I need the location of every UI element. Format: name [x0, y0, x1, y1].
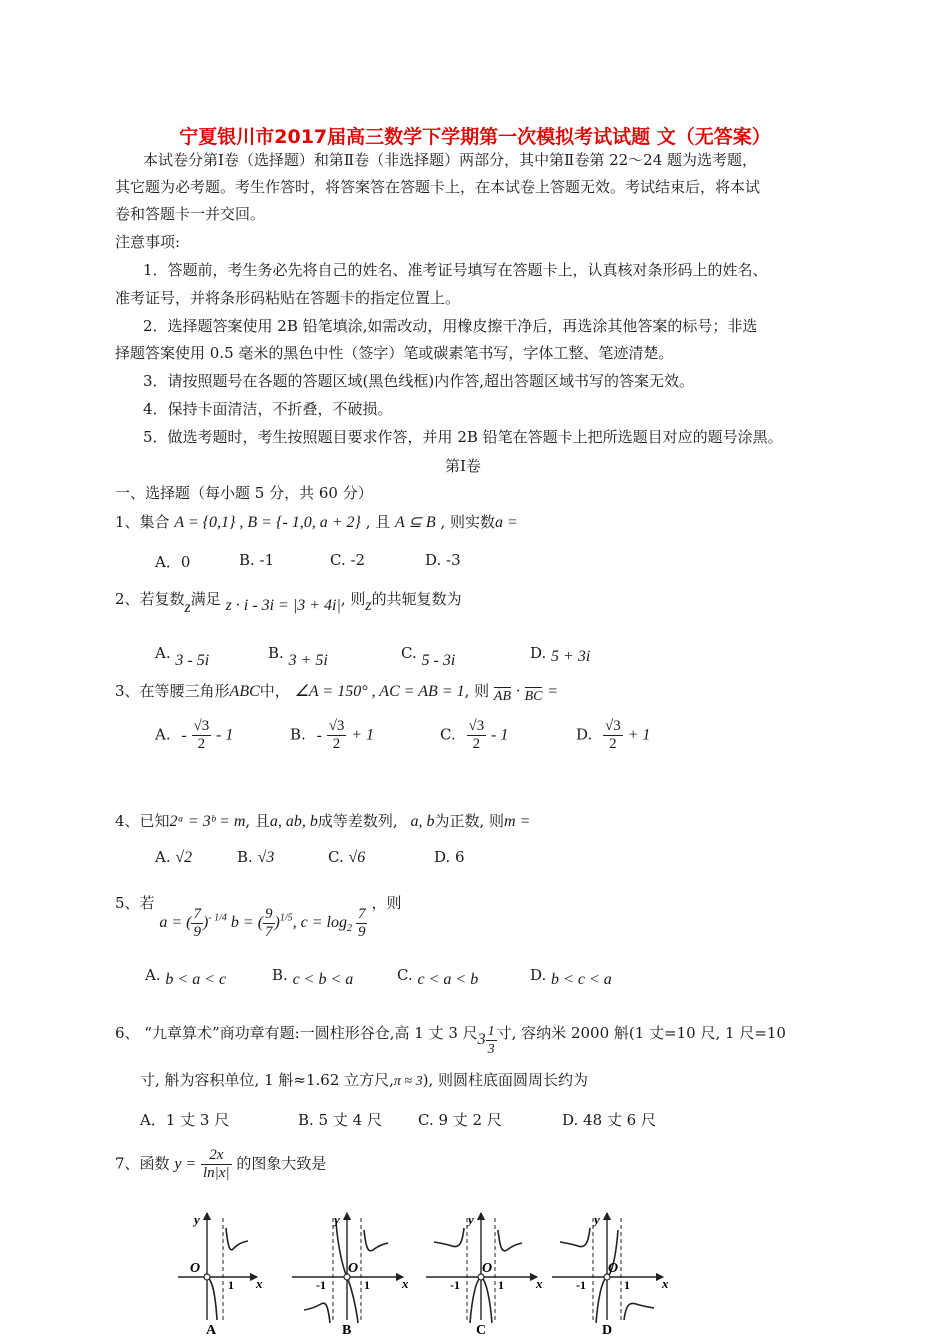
axis-y-label: y — [468, 1212, 474, 1227]
q1-option-a[interactable]: A．0 — [155, 553, 191, 571]
curve — [434, 1228, 464, 1247]
q2-b-value: 3 + 5i — [288, 652, 328, 669]
q4-c-label: C. — [328, 848, 344, 866]
q4-d-value: 6 — [455, 848, 465, 866]
curve — [347, 1277, 358, 1323]
q2-d-label: D. — [530, 644, 547, 662]
graph-label-c: C — [476, 1323, 487, 1338]
q3-vector-ab: AB — [493, 689, 512, 704]
origin-label: O — [608, 1261, 619, 1276]
axis-x-label: x — [256, 1276, 263, 1291]
q2-stem-d: 的共轭复数为 — [371, 590, 462, 608]
q7-graph-b[interactable] — [288, 1208, 413, 1338]
q1-stem-b: , 且 — [365, 513, 391, 531]
tick-1: 1 — [624, 1278, 630, 1292]
tick-neg-1: -1 — [450, 1278, 460, 1292]
intro-line-2: 其它题为必考题。考生作答时，将答案答在答题卡上，在本试卷上答题无效。考试结束后，将本试 — [115, 178, 761, 196]
q6-option-a[interactable]: A．1 丈 3 尺 — [140, 1111, 230, 1129]
q5-option-a[interactable] — [145, 966, 227, 988]
q4-d-label: D. — [434, 848, 451, 866]
q3-stem-a: 3、在等腰三角形 — [115, 682, 230, 700]
q2-b-label: B. — [268, 644, 284, 662]
q1-option-d[interactable]: D. -3 — [425, 551, 461, 569]
q5-b-label: B. — [272, 966, 288, 984]
q2-option-c[interactable] — [401, 644, 456, 669]
q3-a-fraction: $\frac{√3}{2}$ — [193, 718, 210, 752]
graph-label-d: D — [602, 1323, 613, 1338]
part-title: 第Ⅰ卷 — [445, 457, 481, 475]
q5-expr-b: b = ( $\frac{9}{7}$ )$^{1/5}$, — [230, 906, 301, 940]
note-1a: 1．答题前，考生务必先将自己的姓名、准考证号填写在答题卡上，认真核对条形码上的姓名、 — [143, 261, 768, 279]
q4-a-label: A. — [155, 848, 171, 866]
curve — [498, 1230, 522, 1251]
intro-line-1: 本试卷分第Ⅰ卷（选择题）和第Ⅱ卷（非选择题）两部分，其中第Ⅱ卷第 22～24 题为选考题， — [143, 151, 758, 169]
curve — [226, 1228, 248, 1250]
question-5-stem — [115, 892, 402, 940]
note-2b: 择题答案使用 0.5 毫米的黑色中性（签字）笔或碳素笔书写，字体工整、笔迹清楚。 — [115, 344, 674, 362]
q2-c-label: C. — [401, 644, 417, 662]
q3-equals: = — [547, 683, 559, 700]
q5-option-b[interactable] — [272, 966, 354, 988]
q3-a-label: A. — [155, 725, 171, 744]
note-1b: 准考证号，并将条形码粘贴在答题卡的指定位置上。 — [115, 289, 461, 307]
q6-option-b[interactable]: B. 5 丈 4 尺 — [298, 1111, 382, 1129]
tick-1: 1 — [228, 1278, 234, 1292]
q4-option-a[interactable] — [155, 848, 192, 867]
q1-stem-a: 1、集合 — [115, 513, 170, 531]
notes-heading: 注意事项: — [115, 233, 181, 251]
q4-var: m = — [504, 813, 531, 830]
axis-y-label: y — [334, 1212, 340, 1227]
q4-b-label: B. — [237, 848, 253, 866]
tick-1: 1 — [498, 1278, 504, 1292]
question-2-stem — [115, 590, 462, 616]
q3-abc: ABC — [229, 683, 260, 700]
q2-stem-b: 满足 — [190, 590, 221, 608]
q4-ab: a, b — [410, 813, 435, 830]
q6-option-c[interactable]: C. 9 丈 2 尺 — [418, 1111, 502, 1129]
q1-expr: A = {0,1} , B = {- 1,0, a + 2} — [174, 514, 361, 531]
q5-c-label: C. — [397, 966, 413, 984]
q4-stem-b: , 且 — [245, 812, 270, 830]
q3-stem-c: , 则 — [464, 682, 490, 700]
tick-neg-1: -1 — [316, 1278, 326, 1292]
q3-a-sign: - — [181, 726, 187, 744]
q5-c-value: c < a < b — [417, 971, 479, 988]
q3-dot: · — [515, 683, 520, 700]
intro-line-3: 卷和答题卡一并交回。 — [115, 205, 266, 223]
q3-b-sign: - — [316, 726, 322, 744]
graph-label-b: B — [342, 1323, 352, 1338]
q2-option-d[interactable] — [530, 644, 590, 663]
q4-stem-c: 成等差数列, — [317, 812, 398, 830]
q2-stem-a: 2、若复数 — [115, 590, 185, 608]
q7-fraction: $\frac{2x}{\ln|x|}$ — [203, 1147, 230, 1181]
q3-a-tail: - 1 — [216, 726, 234, 744]
note-5: 5．做选考题时，考生按照题目要求作答，并用 2B 铅笔在答题卡上把所选题目对应的题号涂黑。 — [143, 428, 783, 446]
q6-line-1a: 6、 “九章算术”商功章有题:一圆柱形谷仓,高 1 丈 3 尺 — [115, 1024, 478, 1043]
question-6-line-2 — [140, 1072, 588, 1090]
q2-stem-c: , 则 — [340, 590, 366, 608]
q1-stem-c: , 则实数 — [440, 513, 496, 531]
q3-option-a[interactable] — [155, 718, 233, 753]
tick-1: 1 — [364, 1278, 370, 1292]
curve — [336, 1222, 347, 1277]
curve — [624, 1303, 654, 1320]
axis-x-label: x — [662, 1276, 669, 1291]
question-7-stem — [115, 1147, 326, 1182]
q3-option-d[interactable] — [576, 718, 650, 753]
q2-expr: z · i - 3i = |3 + 4i| — [225, 597, 341, 614]
tick-neg-1: -1 — [576, 1278, 586, 1292]
question-3-stem — [115, 682, 559, 704]
q2-option-b[interactable] — [268, 644, 328, 669]
q3-b-label: B. — [290, 725, 306, 744]
q2-d-value: 5 + 3i — [551, 648, 591, 665]
curve — [207, 1277, 217, 1320]
q4-seq: a, ab, b — [269, 813, 318, 830]
q4-option-c[interactable] — [328, 848, 365, 867]
q3-option-c[interactable] — [440, 718, 508, 753]
q4-b-value: √3 — [257, 849, 275, 866]
q4-option-b[interactable] — [237, 848, 274, 867]
axis-y-label: y — [594, 1212, 600, 1227]
axis-x-label: x — [536, 1276, 543, 1291]
q3-expr: ∠A = 150° , AC = AB = 1 — [294, 683, 465, 700]
q5-d-label: D. — [530, 966, 547, 984]
q3-d-tail: + 1 — [627, 726, 651, 744]
q6-line-2b: ), 则圆柱底面圆周长约为 — [422, 1071, 588, 1089]
q3-d-label: D. — [576, 725, 593, 744]
q5-expr-c: $c = \log_2$ $\frac{7}{9}$ — [300, 906, 366, 940]
q3-vector-bc: BC — [524, 689, 543, 704]
question-1-stem — [115, 514, 518, 531]
q2-c-value: 5 - 3i — [421, 652, 456, 669]
q2-z-2: z — [365, 597, 372, 614]
q3-c-label: C. — [440, 725, 456, 744]
q4-expr: 2ᵃ = 3ᵇ = m — [169, 813, 246, 830]
q5-d-value: b < c < a — [551, 971, 612, 988]
q7-stem-b: 的图象大致是 — [236, 1154, 327, 1173]
q3-option-b[interactable] — [290, 718, 374, 753]
graph-label-a: A — [206, 1323, 217, 1338]
note-3: 3．请按照题号在各题的答题区域(黑色线框)内作答,超出答题区域书写的答案无效。 — [143, 372, 695, 390]
q3-stem-b: 中， — [259, 682, 290, 700]
curve — [560, 1228, 590, 1247]
question-4-stem — [115, 813, 530, 830]
q7-graph-c[interactable] — [422, 1208, 547, 1338]
q4-option-d[interactable] — [434, 848, 465, 866]
q4-c-value: √6 — [348, 849, 366, 866]
q2-option-a[interactable] — [155, 644, 210, 669]
q4-stem-a: 4、已知 — [115, 812, 170, 830]
q4-stem-d: 为正数, 则 — [434, 812, 505, 830]
q3-c-tail: - 1 — [491, 726, 509, 744]
q6-pi: π ≈ 3 — [393, 1074, 423, 1089]
q1-subset: A ⊆ B — [395, 514, 436, 531]
q5-stem-a: 5、若 — [115, 894, 155, 912]
question-6-line-1 — [115, 1017, 786, 1057]
q2-a-value: 3 - 5i — [175, 652, 210, 669]
axis-x-label: x — [402, 1276, 409, 1291]
q5-stem-b: ，则 — [371, 894, 402, 912]
q7-graph-a[interactable] — [172, 1208, 272, 1338]
q7-stem-a: 7、函数 — [115, 1154, 170, 1173]
q5-a-label: A. — [145, 966, 161, 984]
q4-a-value: √2 — [175, 849, 193, 866]
q3-b-tail: + 1 — [351, 726, 374, 744]
q3-b-fraction: $\frac{√3}{2}$ — [328, 718, 345, 752]
q6-line-1b: 寸, 容纳米 2000 斛(1 丈=10 尺, 1 尺=10 — [496, 1024, 786, 1043]
section-heading: 一、选择题（每小题 5 分，共 60 分） — [115, 484, 373, 502]
note-4: 4．保持卡面清洁，不折叠，不破损。 — [143, 400, 393, 418]
origin-label: O — [482, 1261, 493, 1276]
q6-mixed-number: 3 $\frac{1}{3}$ — [477, 1024, 495, 1057]
q1-option-b[interactable]: B. -1 — [239, 551, 275, 569]
q7-y: y = — [174, 1155, 197, 1173]
q5-option-d[interactable] — [530, 966, 612, 988]
q2-a-label: A. — [155, 644, 171, 662]
q7-graph-d[interactable] — [548, 1208, 673, 1338]
q5-b-value: c < b < a — [292, 971, 354, 988]
axis-y-label: y — [194, 1212, 200, 1227]
q5-a-value: b < a < c — [165, 971, 227, 988]
curve — [304, 1303, 330, 1323]
q6-option-d[interactable]: D. 48 丈 6 尺 — [562, 1111, 656, 1129]
q2-z: z — [184, 599, 191, 616]
q1-var: a = — [495, 514, 518, 531]
q3-c-fraction: $\frac{√3}{2}$ — [468, 718, 485, 752]
curve — [364, 1230, 388, 1251]
origin-label: O — [348, 1261, 359, 1276]
q6-line-2a: 寸, 斛为容积单位, 1 斛≈1.62 立方尺, — [140, 1071, 394, 1089]
q3-d-fraction: $\frac{√3}{2}$ — [605, 718, 621, 752]
note-2a: 2．选择题答案使用 2B 铅笔填涂,如需改动，用橡皮擦干净后，再选涂其他答案的标号；非选 — [143, 317, 758, 335]
q5-option-c[interactable] — [397, 966, 479, 988]
origin-label: O — [190, 1261, 201, 1276]
page-title: 宁夏银川市2017届高三数学下学期第一次模拟考试试题 文（无答案） — [179, 126, 771, 148]
origin-point — [204, 1274, 210, 1280]
q1-option-c[interactable]: C. -2 — [330, 551, 366, 569]
q5-expr-a: a = ( $\frac{7}{9}$ )$^{- 1/4}$ — [159, 906, 227, 940]
